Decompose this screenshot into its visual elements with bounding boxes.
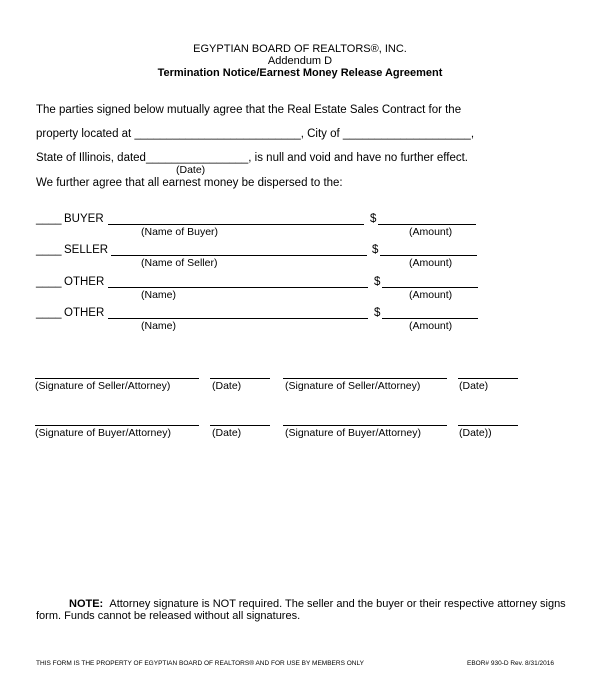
org-name: EGYPTIAN BOARD OF REALTORS®, INC. <box>193 43 407 55</box>
note-line-1 <box>69 598 566 610</box>
body-line-3: State of Illinois, dated________________, is null and void and have no further effect. <box>36 152 468 164</box>
date-caption: (Date)) <box>459 427 492 439</box>
body-line-4: We further agree that all earnest money be dispersed to the: <box>36 177 343 189</box>
date-caption: (Date) <box>212 427 242 439</box>
form-title: Termination Notice/Earnest Money Release Agreement <box>157 67 443 79</box>
date-caption: (Date) <box>459 380 489 392</box>
signature-caption: (Signature of Buyer/Attorney) <box>35 427 171 439</box>
party-name-line[interactable] <box>108 318 368 319</box>
party-name-line[interactable] <box>108 224 364 225</box>
party-check[interactable]: ____ <box>36 307 62 319</box>
party-label: OTHER <box>64 307 105 319</box>
party-name-line[interactable] <box>111 255 367 256</box>
addendum-label: Addendum D <box>267 55 333 67</box>
party-check[interactable]: ____ <box>36 276 62 288</box>
signature-caption: (Signature of Buyer/Attorney) <box>285 427 421 439</box>
amount-line[interactable] <box>380 255 477 256</box>
dollar-sign: $ <box>374 276 381 288</box>
date-line[interactable] <box>210 425 270 426</box>
name-caption: (Name) <box>141 289 177 301</box>
party-label: BUYER <box>64 213 104 225</box>
amount-caption: (Amount) <box>409 320 453 332</box>
amount-line[interactable] <box>382 287 478 288</box>
note-line-2: form. Funds cannot be released without all signatures. <box>36 610 301 622</box>
party-check[interactable]: ____ <box>36 244 62 256</box>
date-line[interactable] <box>458 378 518 379</box>
footer-form-number: EBOR# 930-D Rev. 8/31/2016 <box>467 660 554 667</box>
amount-line[interactable] <box>378 224 476 225</box>
date-line[interactable] <box>210 378 270 379</box>
party-label: OTHER <box>64 276 105 288</box>
date-line[interactable] <box>458 425 518 426</box>
signature-line[interactable] <box>283 425 447 426</box>
footer-property-notice: THIS FORM IS THE PROPERTY OF EGYPTIAN BOARD OF REALTORS® AND FOR USE BY MEMBERS ONLY <box>36 660 364 667</box>
note-text-1: Attorney signature is NOT required. The seller and the buyer or their respective attorney signs <box>109 598 566 610</box>
party-check[interactable]: ____ <box>36 213 62 225</box>
date-caption: (Date) <box>176 164 206 176</box>
amount-line[interactable] <box>382 318 478 319</box>
name-caption: (Name of Buyer) <box>141 226 219 238</box>
party-label: SELLER <box>64 244 109 256</box>
signature-caption: (Signature of Seller/Attorney) <box>35 380 171 392</box>
name-caption: (Name) <box>141 320 177 332</box>
name-caption: (Name of Seller) <box>141 257 218 269</box>
signature-line[interactable] <box>35 425 199 426</box>
amount-caption: (Amount) <box>409 226 453 238</box>
signature-line[interactable] <box>35 378 199 379</box>
amount-caption: (Amount) <box>409 257 453 269</box>
party-name-line[interactable] <box>108 287 368 288</box>
dollar-sign: $ <box>370 213 377 225</box>
note-label: NOTE: <box>69 598 104 610</box>
body-line-1: The parties signed below mutually agree that the Real Estate Sales Contract for the <box>36 104 462 116</box>
date-caption: (Date) <box>212 380 242 392</box>
dollar-sign: $ <box>374 307 381 319</box>
signature-line[interactable] <box>283 378 447 379</box>
amount-caption: (Amount) <box>409 289 453 301</box>
body-line-2: property located at __________________________, City of ____________________, <box>36 128 475 140</box>
signature-caption: (Signature of Seller/Attorney) <box>285 380 421 392</box>
dollar-sign: $ <box>372 244 379 256</box>
